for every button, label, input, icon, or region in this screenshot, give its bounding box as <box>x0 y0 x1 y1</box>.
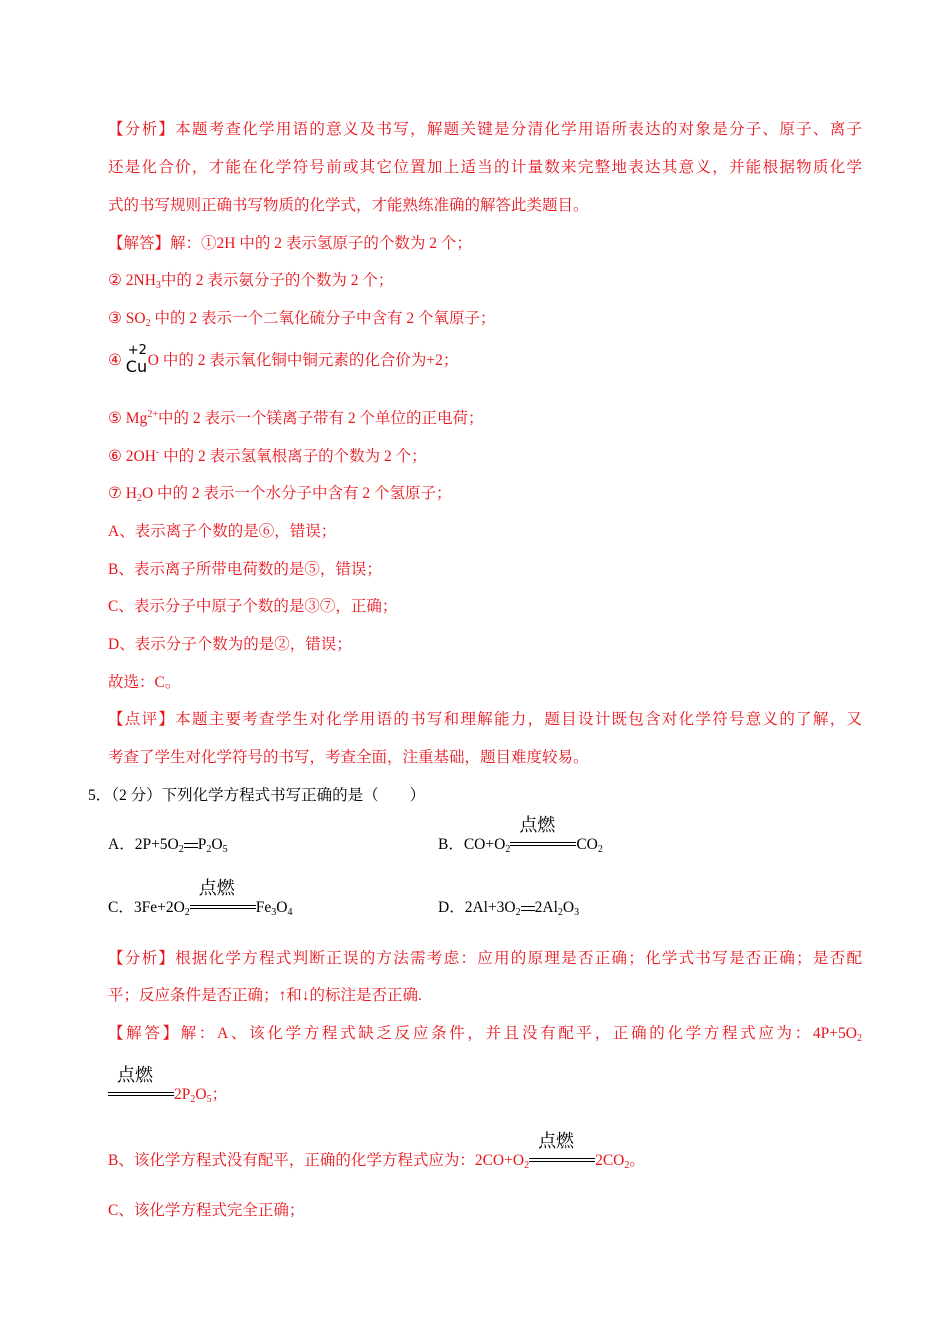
comment-line-2: 考查了学生对化学符号的书写，考查全面，注重基础，题目难度较易。 <box>108 749 589 766</box>
comment-line-1: 【点评】本题主要考查学生对化学用语的书写和理解能力，题目设计既包含对化学符号意义的了解，又 <box>108 711 862 728</box>
option-c-eval: C、表示分子中原子个数的是③⑦，正确； <box>108 598 398 615</box>
question-5-stem: 5．（2 分）下列化学方程式书写正确的是（ ） <box>88 787 426 804</box>
q5-option-c: C．$3Fe+2O_2$ 点燃 $Fe_3O_4$ <box>108 878 293 918</box>
q5-answer-b: B、该化学方程式没有配平，正确的化学方程式应为：$2CO+O_2$ 点燃 $2CO_2$。 <box>108 1131 645 1171</box>
analysis-tag: 【分析】 <box>108 121 176 138</box>
answer-item-2: ② $2NH_3$中的 2 表示氨分子的个数为 2 个； <box>108 272 394 291</box>
reaction-condition-arrow: 点燃 <box>108 1084 174 1106</box>
reaction-condition-arrow: 点燃 <box>190 897 256 919</box>
reaction-condition-arrow: 点燃 <box>510 834 576 856</box>
q5-option-d: D．$2Al+3O_2$ $2Al_2O_3$ <box>438 899 580 918</box>
q5-option-b: B．$CO+O_2$ 点燃 $CO_2$ <box>438 815 603 855</box>
q5-answer-c: C、该化学方程式完全正确； <box>108 1202 305 1219</box>
final-choice: 故选：C。 <box>108 674 181 691</box>
q5-analysis-line-2: 平；反应条件是否正确；↑和↓的标注是否正确. <box>108 987 422 1004</box>
equals-sign <box>521 906 535 911</box>
option-b-eval: B、表示离子所带电荷数的是⑤，错误； <box>108 561 382 578</box>
q5-option-a: A．$2P+5O_2$ $P_2O_5$ <box>108 836 228 855</box>
answer-line-1: 【解答】解：①2H 中的 2 表示氢原子的个数为 2 个； <box>108 235 472 252</box>
answer-item-7: ⑦ $H_2O$ 中的 2 表示一个水分子中含有 2 个氢原子； <box>108 485 452 504</box>
answer-tag: 【解答】 <box>108 235 171 252</box>
q5-answer-line-1: 【解答】解：A、该化学方程式缺乏反应条件，并且没有配平，正确的化学方程式应为：$4P+5O_2$ <box>108 1025 862 1044</box>
answer-item-3: ③ $SO_2$ 中的 2 表示一个二氧化硫分子中含有 2 个氧原子； <box>108 310 496 329</box>
equals-sign <box>184 843 198 848</box>
reaction-condition-arrow: 点燃 <box>529 1150 595 1172</box>
analysis-line-1: 【分析】本题考查化学用语的意义及书写，解题关键是分清化学用语所表达的对象是分子、原子、离子 <box>108 121 862 138</box>
option-a-eval: A、表示离子个数的是⑥，错误； <box>108 523 337 540</box>
analysis-line-2: 还是化合价，才能在化学符号前或其它位置加上适当的计量数来完整地表达其意义，并能根据物质化学 <box>108 159 862 176</box>
q5-analysis-line-1: 【分析】根据化学方程式判断正误的方法需考虑：应用的原理是否正确；化学式书写是否正确；是否配 <box>108 950 862 967</box>
q5-answer-line-2: 点燃 $2P_2O_5$； <box>108 1084 227 1106</box>
option-d-eval: D、表示分子个数为的是②，错误； <box>108 636 352 653</box>
answer-item-5: ⑤ $Mg^{2+}$中的 2 表示一个镁离子带有 2 个单位的正电荷； <box>108 409 484 427</box>
analysis-tag: 【分析】 <box>108 950 176 967</box>
analysis-line-3: 式的书写规则正确书写物质的化学式，才能熟练准确的解答此类题目。 <box>108 197 589 214</box>
answer-item-4: ④ +2 Cu O 中的 2 表示氧化铜中铜元素的化合价为+2； <box>108 343 459 376</box>
valence-notation: +2 Cu <box>125 343 148 376</box>
comment-tag: 【点评】 <box>108 711 176 728</box>
answer-item-6: ⑥ 2OH- 中的 2 表示氢氧根离子的个数为 2 个； <box>108 447 427 465</box>
answer-tag: 【解答】 <box>108 1025 181 1042</box>
